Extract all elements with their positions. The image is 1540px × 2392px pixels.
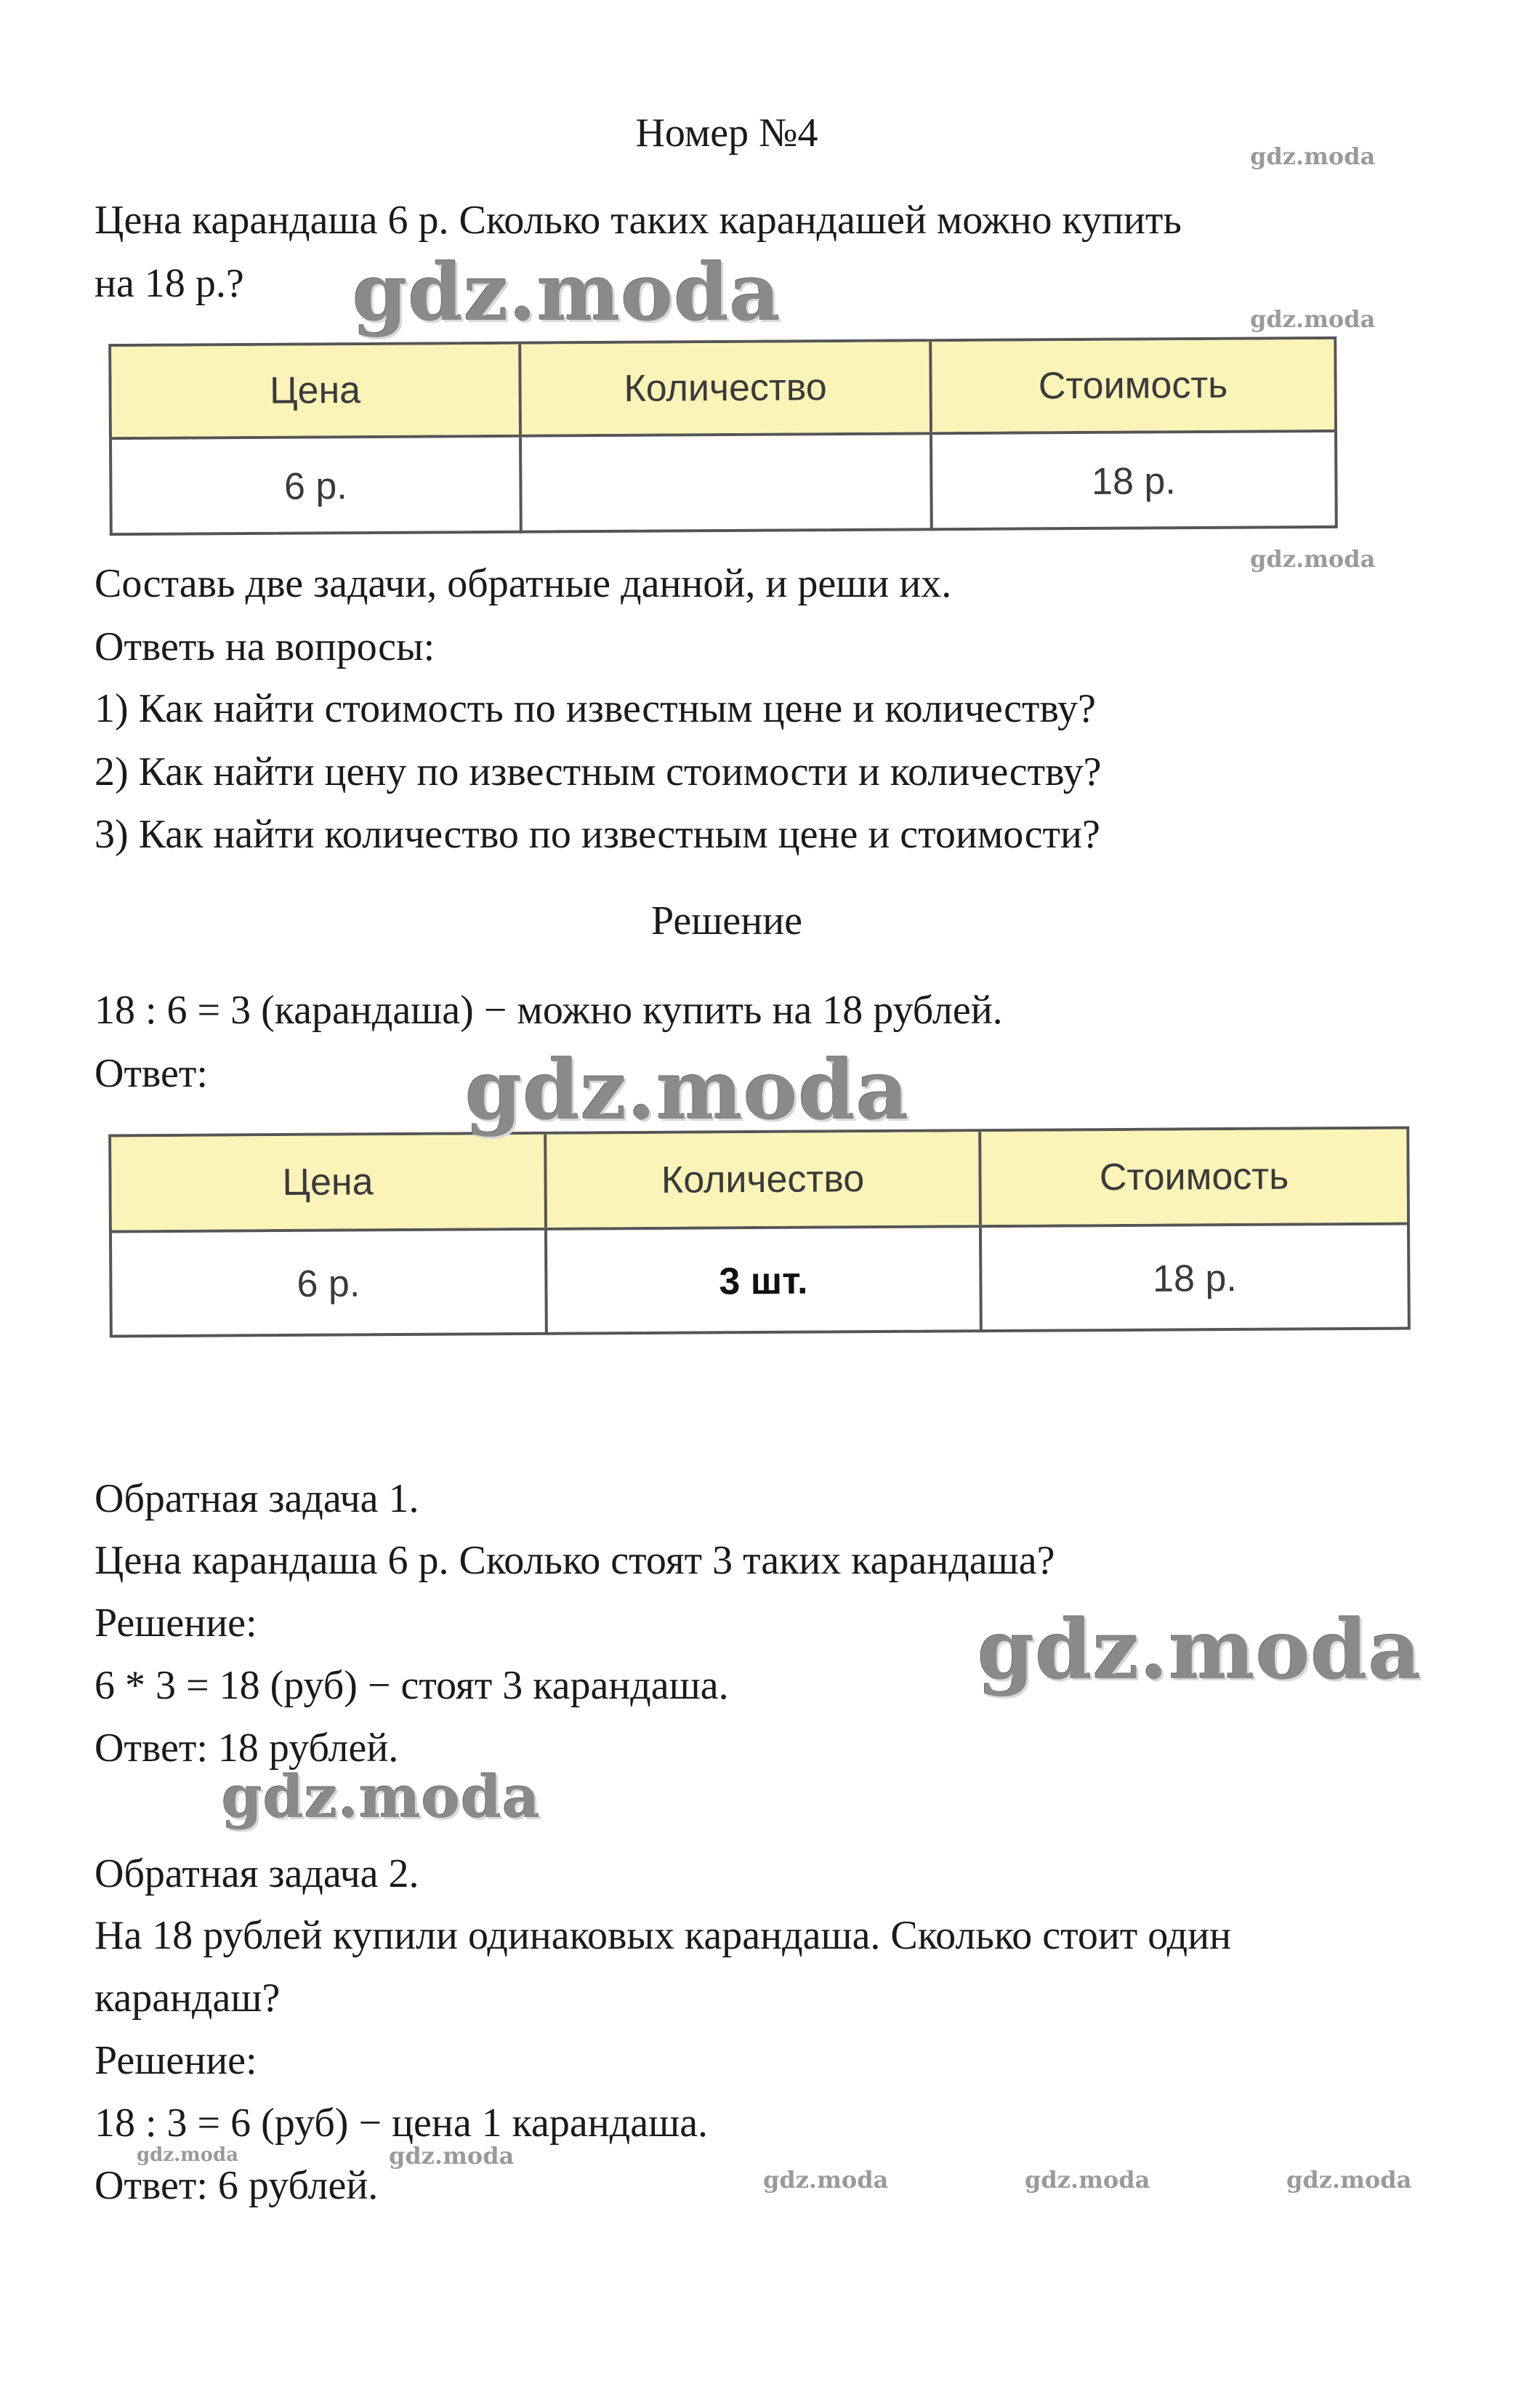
cell-quantity [519, 435, 930, 533]
watermark: gdz.moda [763, 2166, 889, 2194]
inverse-task-2-title: Обратная задача 2. [94, 1851, 419, 1896]
header-quantity: Количество [544, 1132, 979, 1228]
inverse-task-1-title: Обратная задача 1. [94, 1476, 419, 1521]
inverse-task-1-answer: Ответ: 18 рублей. [94, 1725, 399, 1771]
instruction-line: Составь две задачи, обратные данной, и реши их. [94, 561, 952, 606]
cell-quantity: 3 шт. [544, 1228, 980, 1335]
watermark: gdz.moda [977, 1603, 1422, 1698]
watermark: gdz.moda [1250, 142, 1376, 170]
inverse-task-1-question: Цена карандаша 6 р. Сколько стоят 3 таких карандаша? [94, 1538, 1055, 1583]
inverse-task-2-step: 18 : 3 = 6 (руб) − цена 1 карандаша. [94, 2101, 709, 2146]
page-title: Номер №4 [635, 110, 818, 156]
answer-table [108, 1127, 1411, 1338]
watermark: gdz.moda [352, 247, 781, 339]
cell-cost: 18 р. [930, 432, 1335, 531]
watermark: gdz.moda [222, 1763, 541, 1831]
cell-cost: 18 р. [979, 1225, 1408, 1333]
watermark: gdz.moda [137, 2144, 239, 2166]
inverse-task-2-question-1: На 18 рублей купили одинаковых карандаша. Сколько стоит один [94, 1913, 1232, 1958]
inverse-task-2-question-2: карандаш? [94, 1976, 281, 2021]
instruction-line: 1) Как найти стоимость по известным цене и количеству? [94, 686, 1096, 731]
task-line-1: Цена карандаша 6 р. Сколько таких карандашей можно купить [94, 198, 1182, 243]
watermark: gdz.moda [1250, 305, 1376, 333]
inverse-task-2-solution-label: Решение: [94, 2038, 257, 2083]
header-cost: Стоимость [978, 1129, 1407, 1225]
task-line-2: на 18 р.? [94, 261, 244, 306]
inverse-task-1-step: 6 * 3 = 18 (руб) − стоят 3 карандаша. [94, 1663, 729, 1708]
watermark: gdz.moda [465, 1043, 910, 1138]
watermark: gdz.moda [1286, 2166, 1412, 2194]
task-table [108, 337, 1338, 536]
instruction-line: Ответь на вопросы: [94, 624, 435, 669]
cell-price: 6 р. [283, 465, 347, 508]
header-price: Цена [111, 345, 519, 437]
answer-label: Ответ: [94, 1051, 208, 1096]
watermark: gdz.moda [389, 2142, 515, 2170]
instruction-line: 3) Как найти количество по известным цене и стоимости? [94, 812, 1100, 857]
inverse-task-1-solution-label: Решение: [94, 1600, 257, 1646]
header-quantity: Количество [518, 342, 930, 434]
solution-heading: Решение [650, 898, 803, 943]
watermark: gdz.moda [1025, 2166, 1150, 2194]
header-price: Цена [111, 1135, 544, 1231]
instruction-line: 2) Как найти цену по известным стоимости и количеству? [94, 749, 1102, 794]
cell-price: 6 р. [297, 1263, 360, 1305]
solution-step: 18 : 6 = 3 (карандаша) − можно купить на 18 рублей. [94, 988, 1003, 1033]
inverse-task-2-answer: Ответ: 6 рублей. [94, 2163, 379, 2208]
watermark: gdz.moda [1250, 545, 1376, 573]
header-cost: Стоимость [929, 339, 1334, 432]
